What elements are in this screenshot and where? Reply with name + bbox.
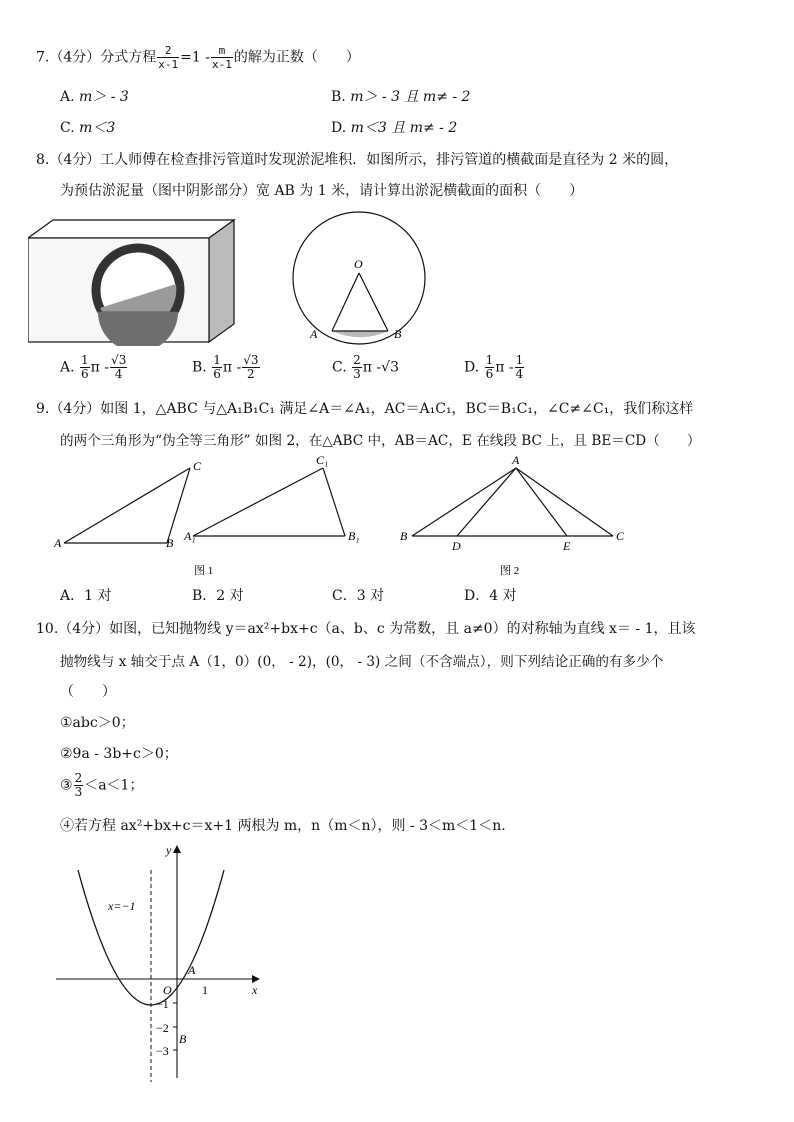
q10-statement-2: ②9a - 3b+c＞0；	[60, 746, 178, 762]
q9-fig2-label-b: B	[400, 529, 408, 543]
q10-label-a: A	[188, 963, 196, 977]
q8-stem-line-2: 为预估淤泥量（图中阴影部分）宽 AB 为 1 米，请计算出淤泥横截面的面积（ ）	[60, 183, 584, 199]
q10-statement-4: ④若方程 ax²+bx+c＝x+1 两根为 m，n（m＜n），则 - 3＜m＜1＜n.	[60, 818, 506, 834]
q8-label-b: B	[394, 327, 402, 341]
q9-stem-line-2: 的两个三角形为“伪全等三角形” 如图 2，在△ABC 中，AB＝AC，E 在线段 BC 上，且 BE＝CD（ ）	[60, 433, 701, 449]
q9-option-b[interactable]: B．2 对	[192, 588, 244, 604]
q9-caption-2: 图 2	[500, 565, 520, 577]
q7-stem-c: 的解为正数（ ）	[233, 49, 360, 66]
q9-option-c[interactable]: C．3 对	[332, 588, 385, 604]
q9-fig1-label-b: B	[166, 536, 174, 550]
q7-fraction-1: $\frac{2}{x-1}$	[158, 44, 179, 71]
q7-stem	[36, 44, 360, 71]
q9-fig2-label-c: C	[616, 529, 625, 543]
q10-stem-line-2: 抛物线与 x 轴交于点 A（1，0）(0， - 2)，(0， - 3) 之间（不含端点），则下列结论正确的有多少个	[60, 654, 664, 670]
q10-label-minus-2: −2	[156, 1021, 169, 1035]
q8-pipe-box-figure	[28, 218, 238, 346]
q9-fig1-label-c: C	[193, 459, 202, 473]
q10-label-1: 1	[202, 983, 208, 997]
q9-figure-1	[50, 452, 380, 582]
q9-fig2-label-e: E	[563, 539, 571, 553]
q9-fig1-label-a: A	[54, 536, 62, 550]
q9-fig2-label-d: D	[452, 539, 461, 553]
q9-figure-2	[396, 452, 636, 582]
q9-fig1-label-a1: A₁	[184, 529, 196, 543]
q7-option-a[interactable]: A. m＞ - 3	[60, 89, 129, 105]
q10-statement-1: ①abc＞0；	[60, 715, 135, 731]
q9-fig2-label-a: A	[512, 453, 520, 467]
q7-points: （4分）	[49, 49, 101, 66]
q7-stem-b: =1 -	[180, 49, 210, 66]
q7-option-c[interactable]: C. m＜3	[60, 120, 116, 136]
q8-option-a[interactable]: A. $\frac{1}{6}$ π - $\frac{√3}{4}$	[60, 353, 127, 381]
q10-label-axis: x=−1	[108, 899, 136, 913]
q7-stem-a: 分式方程	[100, 49, 157, 66]
q10-label-o: O	[163, 983, 172, 997]
q9-fig1-label-b1: B₁	[348, 529, 360, 543]
q10-label-x: x	[252, 983, 258, 997]
q9-stem-line-1: 9.（4分）如图 1，△ABC 与△A₁B₁C₁ 满足∠A＝∠A₁，AC＝A₁C₁，BC＝B₁C₁，∠C≠∠C₁，我们称这样	[36, 401, 694, 417]
q10-parabola-graph	[50, 840, 270, 1085]
q7-option-b[interactable]: B. m＞ - 3 且 m≠ - 2	[331, 89, 471, 105]
q9-caption-1: 图 1	[194, 565, 214, 577]
q10-label-minus-1: −1	[156, 997, 169, 1011]
q8-circle-figure	[292, 210, 432, 348]
q9-option-d[interactable]: D．4 对	[464, 588, 517, 604]
q8-option-d[interactable]: D. $\frac{1}{6}$ π - $\frac{1}{4}$	[464, 353, 524, 381]
q7-fraction-2: $\frac{m}{x-1}$	[211, 44, 232, 71]
q10-label-y: y	[166, 843, 172, 857]
q9-fig1-label-c1: C₁	[316, 453, 329, 467]
q10-statement-3: ③ $\frac{2}{3}$ ＜a＜1；	[60, 771, 144, 799]
q10-stem-line-3: （ ）	[60, 684, 116, 700]
q7-number: 7.	[36, 49, 50, 66]
q9-option-a[interactable]: A．1 对	[60, 588, 112, 604]
q7-option-d[interactable]: D. m＜3 且 m≠ - 2	[331, 120, 458, 136]
q10-label-b: B	[179, 1032, 187, 1046]
q10-stem-line-1: 10.（4分）如图，已知抛物线 y＝ax²+bx+c（a、b、c 为常数，且 a≠0）的对称轴为直线 x＝ - 1，且该	[36, 621, 696, 637]
q8-option-c[interactable]: C. $\frac{2}{3}$ π -√3	[332, 353, 399, 381]
q8-option-b[interactable]: B. $\frac{1}{6}$ π - $\frac{√3}{2}$	[192, 353, 259, 381]
q8-label-a: A	[310, 327, 318, 341]
q8-label-o: O	[354, 257, 363, 271]
q8-stem-line-1: 8.（4分）工人师傅在检查排污管道时发现淤泥堆积．如图所示，排污管道的横截面是直径为 2 米的圆，	[36, 152, 679, 168]
q10-label-minus-3: −3	[156, 1044, 169, 1058]
